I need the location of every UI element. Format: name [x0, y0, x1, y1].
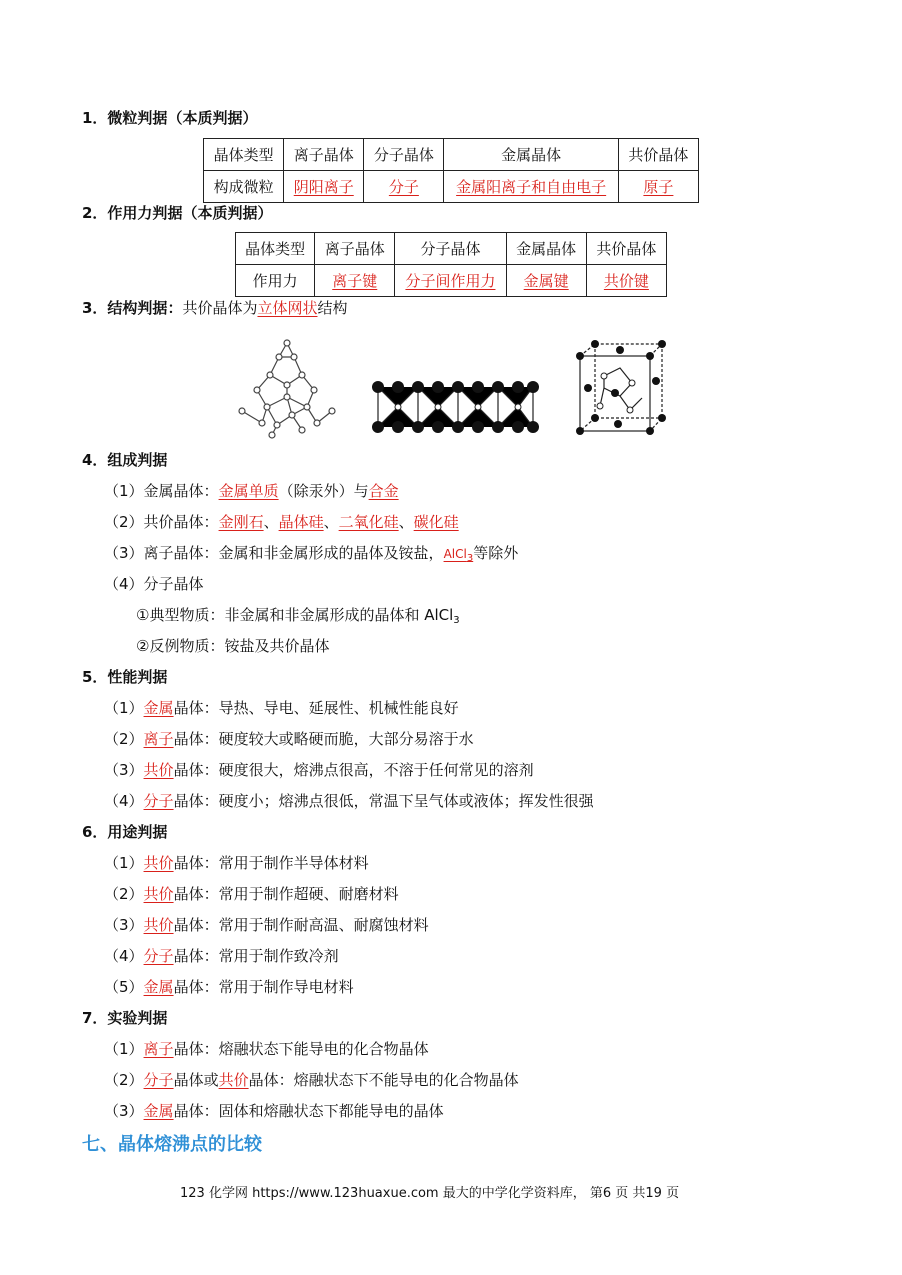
list-item — [104, 1070, 519, 1090]
table-cell: 分子晶体 — [395, 233, 506, 265]
text: 晶体：常用于制作致冷剂 — [173, 947, 339, 965]
answer-text: 分子 — [143, 792, 174, 810]
formula-subscript: 3 — [453, 615, 460, 626]
answer-text: 共价 — [143, 761, 174, 779]
list-item — [104, 512, 459, 532]
table-cell: 共价晶体 — [586, 233, 666, 265]
table-cell: 作用力 — [236, 265, 315, 297]
list-item — [104, 853, 369, 873]
table-cell: 晶体类型 — [236, 233, 315, 265]
answer-text: 金属 — [143, 978, 174, 996]
formula-text: AlCl — [443, 547, 467, 561]
item-number: （2） — [104, 513, 144, 531]
section-7-title: 7．实验判据 — [82, 1009, 168, 1027]
list-item — [104, 946, 339, 966]
answer-text: 共价 — [143, 854, 174, 872]
text: 金属晶体： — [143, 482, 219, 500]
answer-text: 阴阳离子 — [293, 178, 354, 196]
answer-text: 共价键 — [603, 272, 649, 290]
table-row — [204, 139, 699, 171]
answer-text: 金属键 — [523, 272, 569, 290]
page-footer: 123 化学网 https://www.123huaxue.com 最大的中学化学资料库， 第6 页 共19 页 — [180, 1186, 680, 1201]
item-number: （2） — [104, 885, 144, 903]
table-cell: 构成微粒 — [204, 171, 284, 203]
item-number: （4） — [104, 947, 144, 965]
table-cell — [364, 171, 444, 203]
item-number: （3） — [104, 761, 144, 779]
text: 等除外 — [473, 544, 519, 562]
table-cell — [586, 265, 666, 297]
item-number: （4） — [104, 792, 144, 810]
item-number: （2） — [104, 730, 144, 748]
text: 共价晶体： — [143, 513, 219, 531]
answer-text: 立体网状 — [257, 299, 318, 317]
table-cell — [618, 171, 698, 203]
table-cell — [444, 171, 618, 203]
text: 分子晶体 — [143, 575, 204, 593]
particle-table — [203, 138, 699, 203]
answer-text: 离子键 — [332, 272, 378, 290]
answer-text — [443, 547, 474, 564]
item-number: （1） — [104, 699, 144, 717]
force-table — [235, 232, 667, 297]
item-number: （5） — [104, 978, 144, 996]
table-cell: 金属晶体 — [506, 233, 586, 265]
text: 晶体：硬度较大或略硬而脆，大部分易溶于水 — [173, 730, 474, 748]
text: 、 — [398, 513, 414, 531]
table-cell: 金属晶体 — [444, 139, 618, 171]
section-3-title: 3．结构判据： — [82, 299, 183, 317]
table-row — [236, 265, 667, 297]
answer-text: 合金 — [368, 482, 399, 500]
answer-text: 金属 — [143, 1102, 174, 1120]
item-number: （3） — [104, 544, 144, 562]
formula-subscript: 3 — [466, 553, 474, 564]
list-item — [104, 884, 399, 904]
list-subitem — [136, 605, 460, 631]
answer-text: 二氧化硅 — [338, 513, 399, 531]
text: 晶体：常用于制作超硬、耐磨材料 — [173, 885, 399, 903]
table-cell — [315, 265, 395, 297]
text: 、 — [323, 513, 339, 531]
diamond-structure-figure — [232, 335, 342, 440]
answer-text: 共价 — [218, 1071, 249, 1089]
table-cell: 共价晶体 — [618, 139, 698, 171]
table-row — [236, 233, 667, 265]
list-subitem — [136, 636, 329, 656]
text: 晶体：常用于制作导电材料 — [173, 978, 354, 996]
text: 共价晶体为 — [182, 299, 258, 317]
text: 、 — [263, 513, 279, 531]
list-item — [104, 1039, 429, 1059]
answer-text: 分子 — [143, 947, 174, 965]
list-item — [104, 574, 204, 594]
answer-text: 原子 — [643, 178, 674, 196]
answer-text: 晶体硅 — [278, 513, 324, 531]
answer-text: 分子 — [388, 178, 419, 196]
list-item — [104, 698, 459, 718]
text: 晶体：常用于制作耐高温、耐腐蚀材料 — [173, 916, 429, 934]
table-row — [204, 171, 699, 203]
table-cell — [506, 265, 586, 297]
list-item — [104, 729, 474, 749]
text: 结构 — [317, 299, 348, 317]
item-number: （1） — [104, 1040, 144, 1058]
text: 晶体：硬度小；熔沸点很低，常温下呈气体或液体；挥发性很强 — [173, 792, 594, 810]
table-cell — [284, 171, 364, 203]
answer-text: 离子 — [143, 730, 174, 748]
list-item — [104, 977, 354, 997]
item-number: （2） — [104, 1071, 144, 1089]
text: ②反例物质：铵盐及共价晶体 — [136, 637, 330, 655]
answer-text: 分子间作用力 — [405, 272, 496, 290]
answer-text: 金属单质 — [218, 482, 279, 500]
table-cell: 离子晶体 — [315, 233, 395, 265]
table-cell: 晶体类型 — [204, 139, 284, 171]
answer-text: 分子 — [143, 1071, 174, 1089]
section-3-line — [82, 298, 348, 318]
item-number: （4） — [104, 575, 144, 593]
item-number: （1） — [104, 482, 144, 500]
text: 晶体：常用于制作半导体材料 — [173, 854, 369, 872]
item-number: （3） — [104, 916, 144, 934]
text: （除汞外）与 — [278, 482, 369, 500]
item-number: （3） — [104, 1102, 144, 1120]
text: 晶体：硬度很大，熔沸点很高，不溶于任何常见的溶剂 — [173, 761, 534, 779]
list-item — [104, 543, 518, 569]
text: 离子晶体：金属和非金属形成的晶体及铵盐， — [143, 544, 444, 562]
text: 晶体或 — [173, 1071, 219, 1089]
item-number: （1） — [104, 854, 144, 872]
section-6-title: 6．用途判据 — [82, 823, 168, 841]
section-2-title: 2．作用力判据（本质判据） — [82, 204, 273, 222]
table-cell: 分子晶体 — [364, 139, 444, 171]
list-item — [104, 791, 594, 811]
chapter-heading: 七、晶体熔沸点的比较 — [82, 1134, 262, 1155]
table-cell — [395, 265, 506, 297]
answer-text: 金属 — [143, 699, 174, 717]
answer-text: 金刚石 — [218, 513, 264, 531]
list-item — [104, 915, 429, 935]
section-5-title: 5．性能判据 — [82, 668, 168, 686]
table-cell: 离子晶体 — [284, 139, 364, 171]
text: 晶体：熔融状态下能导电的化合物晶体 — [173, 1040, 429, 1058]
section-4-title: 4．组成判据 — [82, 451, 168, 469]
chain-structure-figure — [368, 375, 540, 440]
answer-text: 共价 — [143, 916, 174, 934]
text: 晶体：导热、导电、延展性、机械性能良好 — [173, 699, 459, 717]
text: 晶体：熔融状态下不能导电的化合物晶体 — [248, 1071, 519, 1089]
unit-cell-figure — [570, 338, 670, 440]
list-item — [104, 481, 399, 501]
text: ①典型物质：非金属和非金属形成的晶体和 AlCl — [136, 606, 454, 624]
answer-text: 碳化硅 — [413, 513, 459, 531]
answer-text: 离子 — [143, 1040, 174, 1058]
section-1-title: 1．微粒判据（本质判据） — [82, 109, 258, 127]
answer-text: 金属阳离子和自由电子 — [456, 178, 607, 196]
list-item — [104, 760, 534, 780]
answer-text: 共价 — [143, 885, 174, 903]
list-item — [104, 1101, 444, 1121]
text: 晶体：固体和熔融状态下都能导电的晶体 — [173, 1102, 444, 1120]
